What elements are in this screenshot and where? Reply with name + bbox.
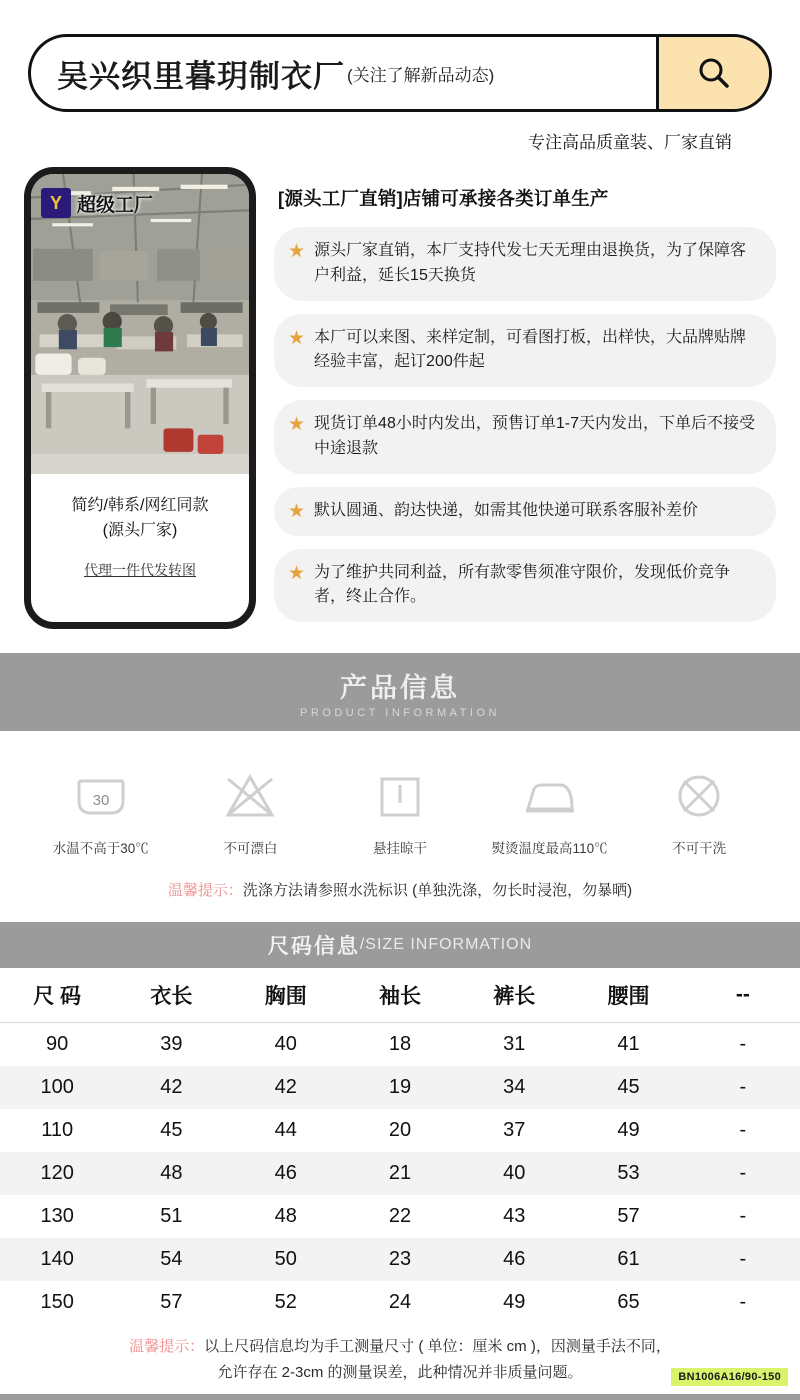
size-cell: 120 (40, 1162, 74, 1185)
phone-caption-line1: 简约/韩系/网红同款 (71, 497, 209, 514)
size-cell: 46 (503, 1248, 526, 1271)
wash-care-tip-text: 洗涤方法请参照水洗标识 (单独洗涤，勿长时浸泡，勿暴晒) (242, 882, 633, 900)
size-cell: 100 (40, 1076, 74, 1099)
factory-logo-icon (41, 188, 71, 218)
bottom-bar (0, 1394, 800, 1400)
promo-item (274, 314, 776, 388)
no-bleach-icon (190, 763, 310, 829)
size-cell: 23 (388, 1248, 412, 1271)
size-cell: - (739, 1248, 747, 1271)
size-cell: 49 (503, 1291, 526, 1314)
star-icon: ★ (288, 500, 306, 522)
table-row (0, 1066, 800, 1109)
size-cell: 130 (40, 1205, 74, 1228)
wash-care-label: 熨烫温度最高110℃ (491, 841, 608, 857)
size-cell: 52 (274, 1291, 297, 1314)
no-dry-clean-icon (639, 763, 759, 829)
size-cell: 46 (274, 1162, 297, 1185)
wash-care-item (639, 763, 759, 857)
size-table-header-cell: 尺 码 (0, 968, 114, 1023)
phone-caption (31, 474, 249, 544)
promo-item (274, 549, 776, 623)
promo-item (274, 487, 776, 536)
hang-dry-icon (340, 763, 460, 829)
phone-mockup (24, 167, 256, 629)
size-cell: 34 (503, 1076, 526, 1099)
size-cell: 20 (388, 1119, 412, 1142)
size-table-header-cell: -- (686, 968, 800, 1023)
star-icon: ★ (288, 562, 306, 584)
wash-care-tip-label: 温馨提示： (167, 882, 243, 900)
size-info-title-en: /SIZE INFORMATION (359, 936, 533, 954)
size-cell: 31 (503, 1033, 526, 1056)
shop-subtitle: (关注了解新品动态) (347, 65, 495, 85)
wash-temp-icon (41, 763, 161, 829)
search-button[interactable] (656, 37, 769, 109)
factory-photo (31, 174, 249, 474)
size-cell: 44 (274, 1119, 297, 1142)
size-cell: 42 (160, 1076, 183, 1099)
table-row (0, 1238, 800, 1281)
size-cell: 40 (503, 1162, 526, 1185)
product-info-band (0, 653, 800, 731)
wash-care-tip (0, 863, 800, 922)
size-cell: 49 (617, 1119, 640, 1142)
size-cell: - (739, 1162, 747, 1185)
promo-item-text: 为了维护共同利益，所有款零售须准守限价，发现低价竞争者，终止合作。 (314, 563, 731, 606)
size-cell: 40 (274, 1033, 297, 1056)
promo-item-text: 本厂可以来图、来样定制，可看图打板，出样快，大品牌贴牌经验丰富，起订200件起 (314, 328, 747, 371)
size-cell: 150 (40, 1291, 74, 1314)
size-cell: 53 (617, 1162, 640, 1185)
wash-care-label: 不可干洗 (672, 841, 727, 857)
phone-caption-line2: (源头厂家) (102, 521, 178, 539)
size-cell: 42 (274, 1076, 297, 1099)
intro-section (0, 153, 800, 635)
size-footer-line1: 以上尺码信息均为手工测量尺寸 ( 单位：厘米 cm )，因测量手法不同， (204, 1338, 671, 1356)
badge-logo-letter: Y (49, 192, 62, 213)
size-cell: 48 (160, 1162, 183, 1185)
star-icon: ★ (288, 414, 306, 436)
header (0, 0, 800, 153)
size-cell: 48 (274, 1205, 297, 1228)
size-cell: 61 (617, 1248, 640, 1271)
wash-care-item (490, 763, 610, 857)
size-cell: - (739, 1291, 747, 1314)
product-code-badge: BN1006A16/90-150 (671, 1368, 788, 1386)
shop-tagline: 专注高品质童装、厂家直销 (528, 133, 732, 152)
size-cell: 45 (160, 1119, 183, 1142)
size-cell: 45 (617, 1076, 640, 1099)
size-cell: 24 (388, 1291, 412, 1314)
size-cell: 41 (617, 1033, 640, 1056)
wash-care-label: 水温不高于30℃ (52, 841, 149, 857)
size-table-header-cell: 衣长 (114, 968, 228, 1023)
factory-photo-graphic (31, 174, 249, 474)
size-footer-tip-label: 温馨提示： (129, 1338, 205, 1356)
size-cell: 19 (388, 1076, 412, 1099)
size-cell: 22 (388, 1205, 412, 1228)
table-row (0, 1195, 800, 1238)
wash-care-item (340, 763, 460, 857)
size-table-header-cell: 胸围 (229, 968, 343, 1023)
size-cell: 18 (388, 1033, 412, 1056)
promo-list (274, 167, 776, 635)
table-row (0, 1023, 800, 1067)
size-cell: - (739, 1119, 747, 1142)
size-table-header-row (0, 968, 800, 1023)
size-cell: - (739, 1033, 747, 1056)
super-factory-badge (41, 188, 153, 218)
size-table-header-cell: 腰围 (571, 968, 685, 1023)
size-cell: 37 (503, 1119, 526, 1142)
size-cell: - (739, 1076, 747, 1099)
size-cell: 39 (160, 1033, 183, 1056)
table-row (0, 1109, 800, 1152)
size-cell: 65 (617, 1291, 640, 1314)
promo-title: [源头工厂直销]店铺可承接各类订单生产 (278, 188, 609, 209)
badge-label: 超级工厂 (77, 194, 154, 216)
size-cell: - (739, 1205, 747, 1228)
shop-header-pill (28, 34, 772, 112)
size-table-header-cell: 裤长 (457, 968, 571, 1023)
promo-item-text: 源头厂家直销，本厂支持代发七天无理由退换货，为了保障客户利益，延长15天换货 (314, 242, 747, 284)
size-cell: 54 (160, 1248, 183, 1271)
wash-care-item (41, 763, 161, 857)
size-cell: 43 (503, 1205, 526, 1228)
size-table (0, 968, 800, 1324)
wash-care-item (190, 763, 310, 857)
star-icon: ★ (288, 327, 306, 349)
search-icon (695, 54, 733, 92)
size-info-title-cn: 尺码信息 (267, 935, 360, 959)
promo-item (274, 400, 776, 474)
wash-care-row (0, 731, 800, 863)
size-cell: 21 (388, 1162, 412, 1185)
shop-name: 吴兴织里暮玥制衣厂 (57, 58, 345, 94)
size-cell: 57 (617, 1205, 640, 1228)
product-info-title-cn: 产品信息 (340, 672, 460, 703)
size-cell: 90 (46, 1033, 69, 1056)
promo-item-text: 默认圆通、韵达快递，如需其他快递可联系客服补差价 (314, 501, 699, 519)
size-cell: 110 (41, 1119, 74, 1142)
promo-item-text: 现货订单48小时内发出，预售订单1-7天内发出，下单后不接受中途退款 (314, 415, 755, 457)
promo-item (274, 227, 776, 301)
star-icon: ★ (288, 241, 306, 262)
wash-care-label: 不可漂白 (223, 841, 278, 857)
wash-care-label: 悬挂晾干 (372, 841, 427, 857)
table-row (0, 1152, 800, 1195)
table-row (0, 1281, 800, 1324)
size-footer-line2: 允许存在 2-3cm 的测量误差，此种情况并非质量问题。 (217, 1363, 583, 1381)
agent-forward-link[interactable]: 代理一件代发转图 (84, 561, 196, 578)
size-cell: 140 (40, 1248, 74, 1271)
size-cell: 51 (160, 1205, 183, 1228)
size-cell: 50 (274, 1248, 297, 1271)
size-table-header-cell: 袖长 (343, 968, 457, 1023)
product-info-title-en: PRODUCT INFORMATION (300, 706, 500, 719)
size-info-band (0, 922, 800, 968)
svg-text:30: 30 (92, 792, 110, 810)
size-cell: 57 (160, 1291, 183, 1314)
iron-icon (490, 763, 610, 829)
